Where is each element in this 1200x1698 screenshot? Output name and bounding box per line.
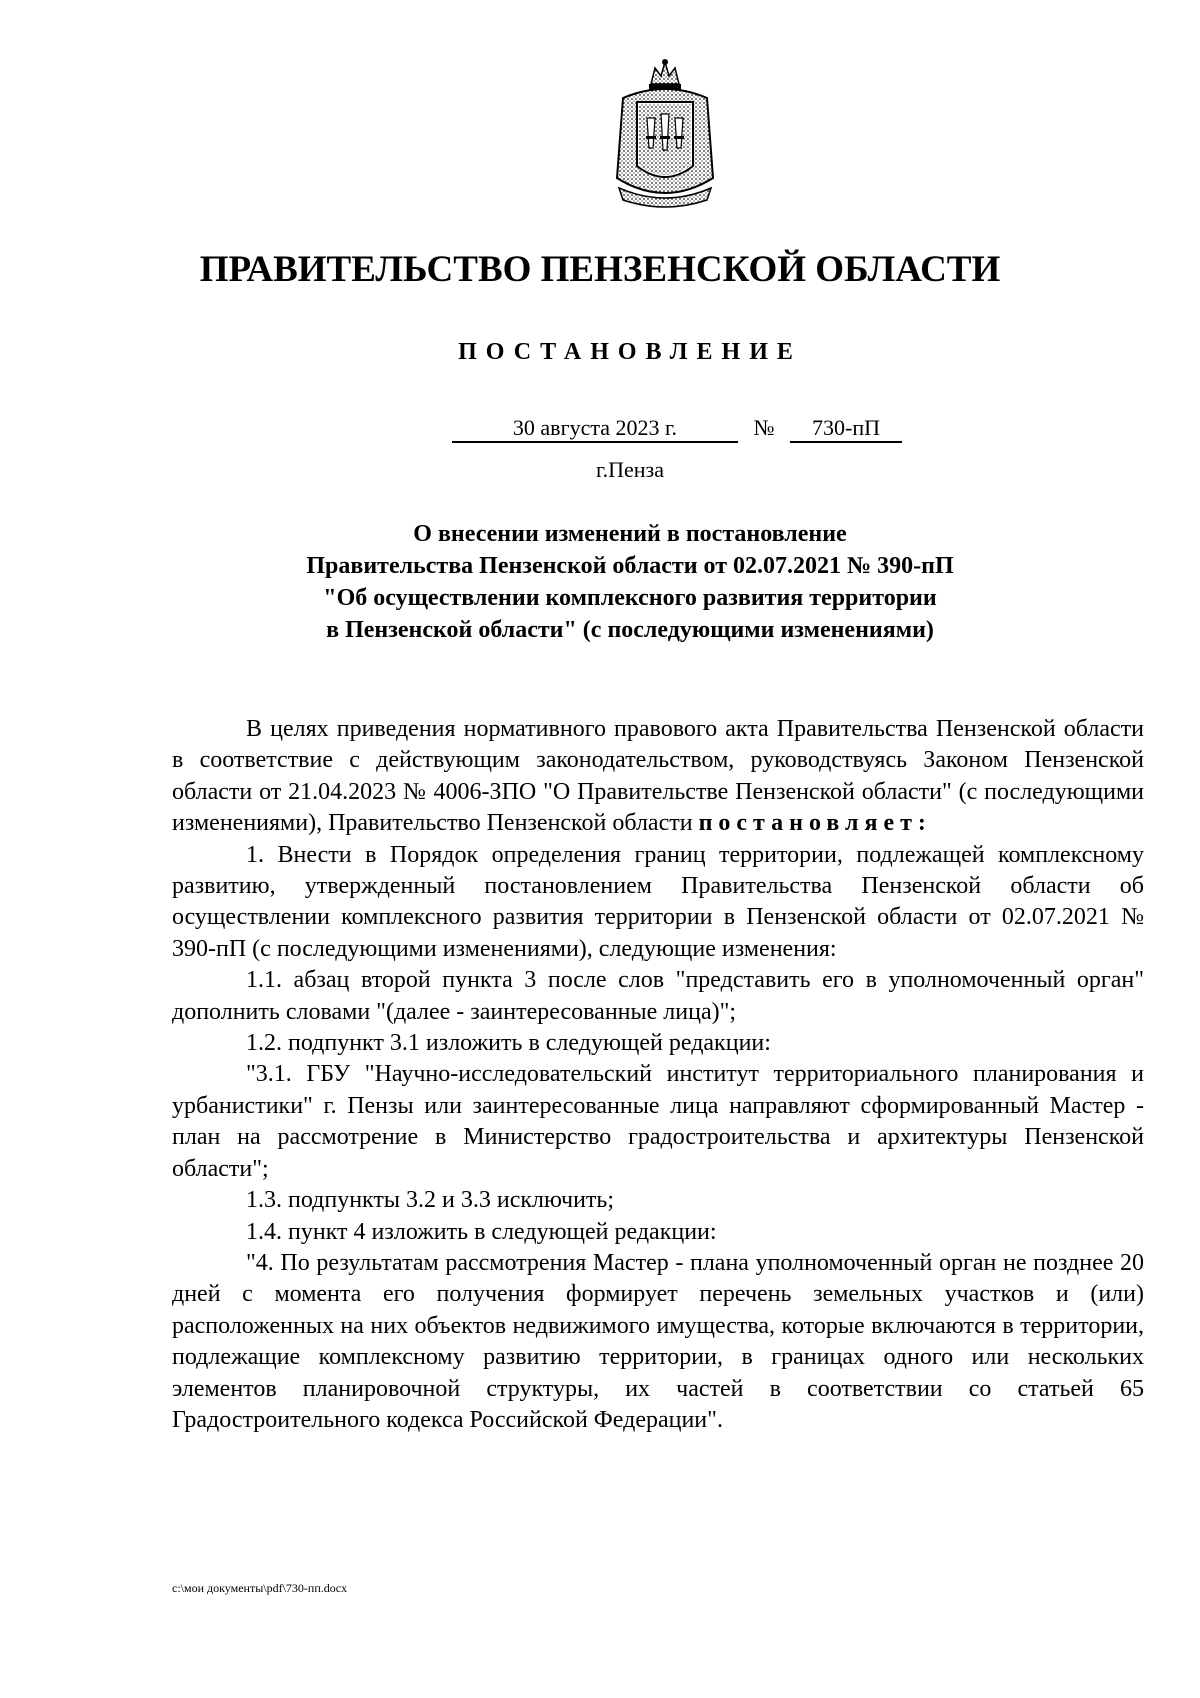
document-type: ПОСТАНОВЛЕНИЕ [458, 339, 802, 365]
document-body [172, 714, 1144, 1436]
date-number-line [452, 413, 902, 443]
preamble-paragraph [172, 714, 1144, 840]
subject-line: "Об осуществлении комплексного развития территории [323, 585, 937, 611]
paragraph: 1.1. абзац второй пункта 3 после слов "представить его в уполномоченный орган" дополнить словами "(далее - заинтересованные лица)"; [172, 967, 1144, 1025]
number-sign: № [753, 415, 775, 440]
coat-of-arms-icon [603, 58, 727, 214]
paragraph: 1.4. пункт 4 изложить в следующей редакции: [246, 1218, 717, 1245]
subject-line: Правительства Пензенской области от 02.07.2021 № 390-пП [306, 553, 954, 579]
paragraph: 1.3. подпункты 3.2 и 3.3 исключить; [246, 1187, 615, 1214]
paragraph: "4. По результатам рассмотрения Мастер - плана уполномоченный орган не позднее 20 дней с момента его получения формирует перечень земельных участков и (или) расположенных на них объектов недвижимого имущества, которые включаются в территории, подлежащие комплексному развитию территории, в границах одного или нескольких элементов планировочной структуры, их частей в соответствии со статьей 65 Градостроительного кодекса Российской Федерации". [172, 1249, 1144, 1433]
preamble-text: В целях приведения нормативного правового акта Правительства Пензенской области в соответствие с действующим законодательством, руководствуясь Законом Пензенской области от 21.04.2023 № 4006-ЗПО "О Правительстве Пензенской области" (с последующими изменениями), Правительство Пензенской области [172, 716, 1144, 837]
paragraph: "3.1. ГБУ "Научно-исследовательский институт территориального планирования и урбанистики" г. Пензы или заинтересованные лица направляют сформированный Мастер - план на рассмотрение в Министерство градостроительства и архитектуры Пензенской области"; [172, 1061, 1144, 1182]
file-path-footer: c:\мои документы\pdf\730-пп.docx [172, 1581, 348, 1595]
paragraph: 1.2. подпункт 3.1 изложить в следующей редакции: [246, 1030, 771, 1057]
document-subject [0, 518, 1200, 646]
subject-line: в Пензенской области" (с последующими изменениями) [326, 617, 934, 643]
organization-title: ПРАВИТЕЛЬСТВО ПЕНЗЕНСКОЙ ОБЛАСТИ [199, 249, 1001, 290]
resolves-word: постановляет: [698, 810, 932, 837]
paragraph: 1. Внести в Порядок определения границ территории, подлежащей комплексному развитию, утвержденный постановлением Правительства Пензенской области об осуществлении комплексного развития территории в Пензенской области от 02.07.2021 № 390-пП (с последующими изменениями), следующие изменения: [172, 841, 1144, 962]
document-number: 730-пП [790, 415, 902, 443]
document-date: 30 августа 2023 г. [452, 415, 738, 443]
city: г.Пенза [596, 457, 664, 482]
subject-line: О внесении изменений в постановление [413, 521, 847, 547]
